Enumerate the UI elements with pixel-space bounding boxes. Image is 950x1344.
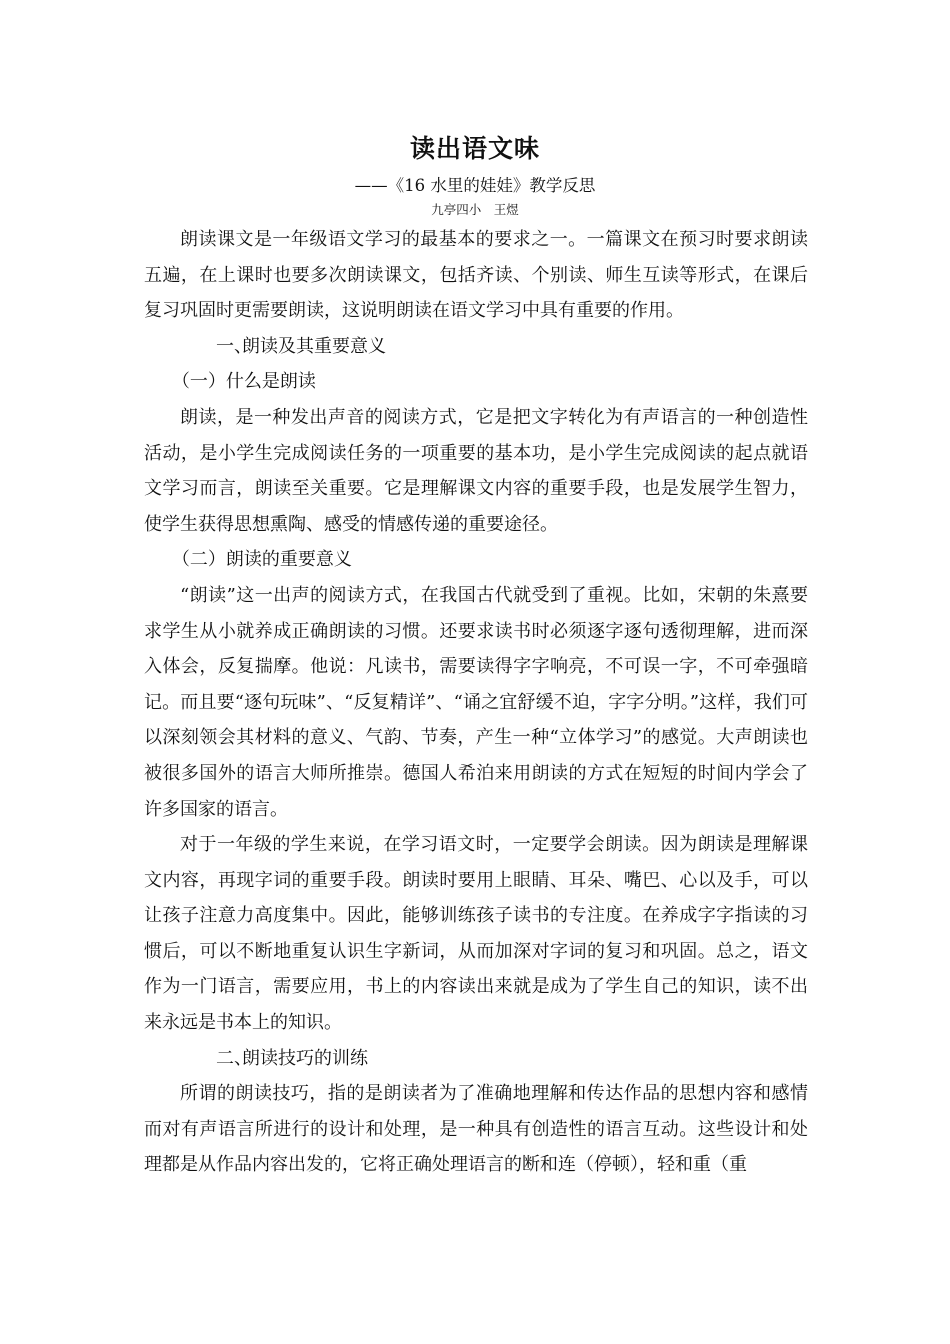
document-title: 读出语文味 [409, 134, 540, 163]
subsection-2-heading: （二）朗读的重要意义 [171, 549, 352, 571]
subsection-1-paragraph: 朗读，是一种发出声音的阅读方式，它是把文字转化为有声语言的一种创造性活动，是小学生完成阅读任务的一项重要的基本功，是小学生完成阅读的起点就语文学习而言，朗读至关重要。它是理解课文内容的重要手段，也是发展学生智力，使学生获得思想熏陶、感受的情感传递的重要途径。 [144, 406, 808, 535]
document-body [144, 222, 808, 1183]
section-1-heading-text: 朗读及其重要意义 [242, 335, 386, 357]
section-2-number: 二、 [216, 1047, 252, 1069]
section-2-heading [144, 1041, 808, 1077]
section-2-paragraph: 所谓的朗读技巧，指的是朗读者为了准确地理解和传达作品的思想内容和感情而对有声语言所进行的设计和处理，是一种具有创造性的语言互动。这些设计和处理都是从作品内容出发的，它将正确处理语言的断和连（停顿），轻和重（重 [144, 1083, 808, 1176]
intro-paragraph: 朗读课文是一年级语文学习的最基本的要求之一。一篇课文在预习时要求朗读五遍，在上课时也要多次朗读课文，包括齐读、个别读、师生互读等形式，在课后复习巩固时更需要朗读，这说明朗读在语文学习中具有重要的作用。 [144, 229, 808, 322]
section-1-number: 一、 [216, 335, 252, 357]
subsection-2-paragraph-2: 对于一年级的学生来说，在学习语文时，一定要学会朗读。因为朗读是理解课文内容，再现字词的重要手段。朗读时要用上眼睛、耳朵、嘴巴、心以及手，可以让孩子注意力高度集中。因此，能够训练孩子读书的专注度。在养成字字指读的习惯后，可以不断地重复认识生字新词，从而加深对字词的复习和巩固。总之，语文作为一门语言，需要应用，书上的内容读出来就是成为了学生自己的知识，读不出来永远是书本上的知识。 [144, 834, 808, 1034]
section-1-heading [144, 329, 808, 365]
document-author: 九亭四小 王煜 [431, 202, 519, 217]
subsection-2-paragraph-1: “朗读”这一出声的阅读方式，在我国古代就受到了重视。比如，宋朝的朱熹要求学生从小就养成正确朗读的习惯。还要求读书时必须逐字逐句透彻理解，进而深入体会，反复揣摩。他说：凡读书，需要读得字字响亮，不可误一字，不可牵强暗记。而且要“逐句玩味”、“反复精详”、“诵之宜舒缓不迫，字字分明。”这样，我们可以深刻领会其材料的意义、气韵、节奏，产生一种“立体学习”的感觉。大声朗读也被很多国外的语言大师所推崇。德国人希泊来用朗读的方式在短短的时间内学会了许多国家的语言。 [144, 584, 808, 820]
subsection-1-heading: （一）什么是朗读 [171, 371, 316, 393]
document-subtitle: ——《16 水里的娃娃》教学反思 [354, 176, 596, 195]
section-2-heading-text: 朗读技巧的训练 [242, 1047, 368, 1069]
